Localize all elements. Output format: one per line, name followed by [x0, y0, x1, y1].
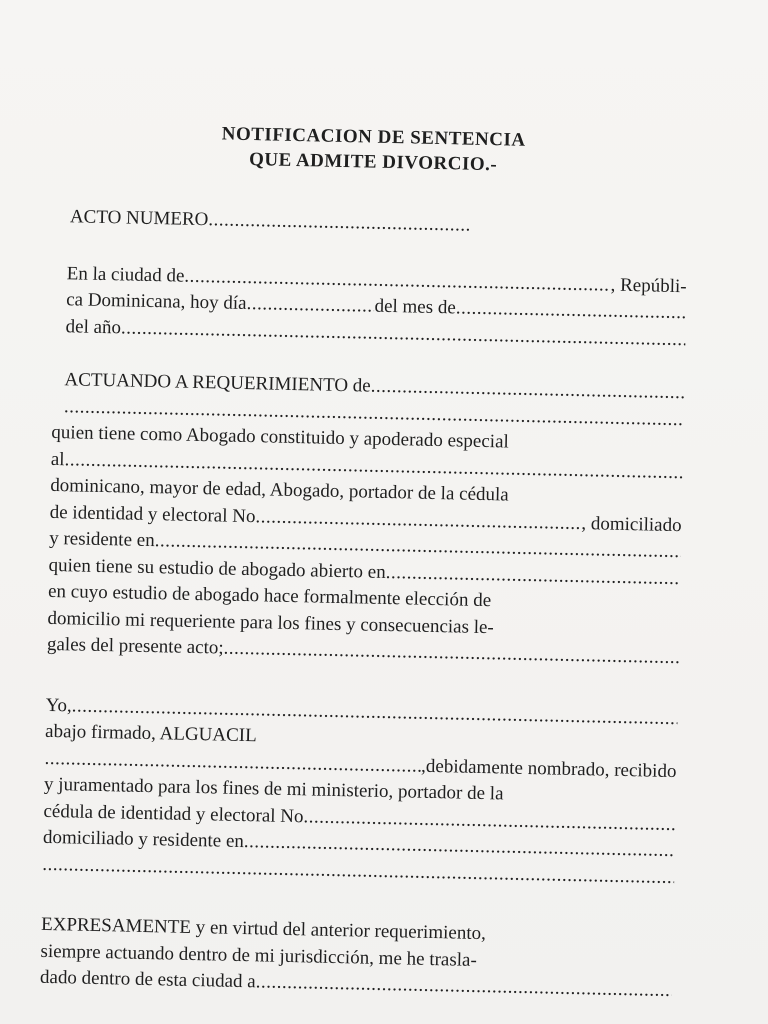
document-title: [57, 118, 690, 181]
acto-numero-blank: [208, 207, 470, 239]
alguacil-yo-label: Yo,: [45, 694, 72, 716]
title-line-1: NOTIFICACION DE SENTENCIA: [221, 123, 526, 151]
acto-numero-label: ACTO NUMERO: [69, 206, 209, 231]
alguacil-cedula-label: cédula de identidad y electoral No: [43, 800, 304, 827]
requerimiento-eleccion-text: en cuyo estudio de abogado hace formalmente elección de: [47, 580, 492, 612]
intro-city-label: En la ciudad de: [66, 262, 185, 287]
alguacil-paragraph: [42, 692, 678, 891]
alguacil-juramentado-text: y juramentado para los fines de mi ministerio, portador de la: [43, 773, 504, 805]
expresamente-destino-label: dado dentro de esta ciudad a: [39, 966, 256, 993]
acto-numero-section: [70, 204, 688, 243]
requerimiento-cedula-label: de identidad y electoral No: [49, 501, 256, 527]
requerimiento-estudio-label: quien tiene su estudio de abogado abierto en: [48, 554, 386, 583]
requerimiento-presente-acto-text: gales del presente acto;: [46, 633, 224, 659]
requerimiento-domiciliado-text: , domiciliado: [581, 512, 682, 536]
intro-hoy-dia-label: ca Dominicana, hoy día: [65, 289, 247, 314]
intro-day-blank: [246, 291, 375, 320]
requerimiento-abogado-text: quien tiene como Abogado constituido y apoderado especial: [51, 421, 510, 453]
alguacil-firmado-label: abajo firmado, ALGUACIL: [44, 720, 257, 747]
expresamente-text-1: EXPRESAMENTE y en virtud del anterior requerimiento,: [40, 913, 487, 945]
alguacil-nombrado-text: ,debidamente nombrado, recibido: [420, 755, 677, 782]
requerimiento-al-label: al: [50, 448, 65, 470]
document-content: [39, 118, 690, 1024]
requerimiento-domicilio-text: domicilio mi requeriente para los fines y consecuencias le-: [47, 607, 494, 638]
requerimiento-residente-label: y residente en: [48, 527, 155, 552]
title-line-2: QUE ADMITE DIVORCIO.-: [248, 149, 498, 176]
intro-mes-label: del mes de: [374, 295, 457, 319]
requerimiento-paragraph: [47, 367, 685, 672]
expresamente-text-2: siempre actuando dentro de mi jurisdicción, me he trasla-: [40, 940, 478, 971]
requerimiento-dominicano-text: dominicano, mayor de edad, Abogado, portador de la cédula: [50, 474, 509, 506]
alguacil-residente-label: domiciliado y residente en: [42, 826, 245, 853]
expresamente-paragraph: [40, 912, 674, 1005]
requerimiento-label: ACTUANDO A REQUERIMIENTO de: [64, 369, 371, 397]
intro-paragraph: [53, 260, 687, 353]
intro-year-label: del año: [65, 315, 122, 338]
intro-republica-text: , Repúbli-: [610, 274, 687, 297]
